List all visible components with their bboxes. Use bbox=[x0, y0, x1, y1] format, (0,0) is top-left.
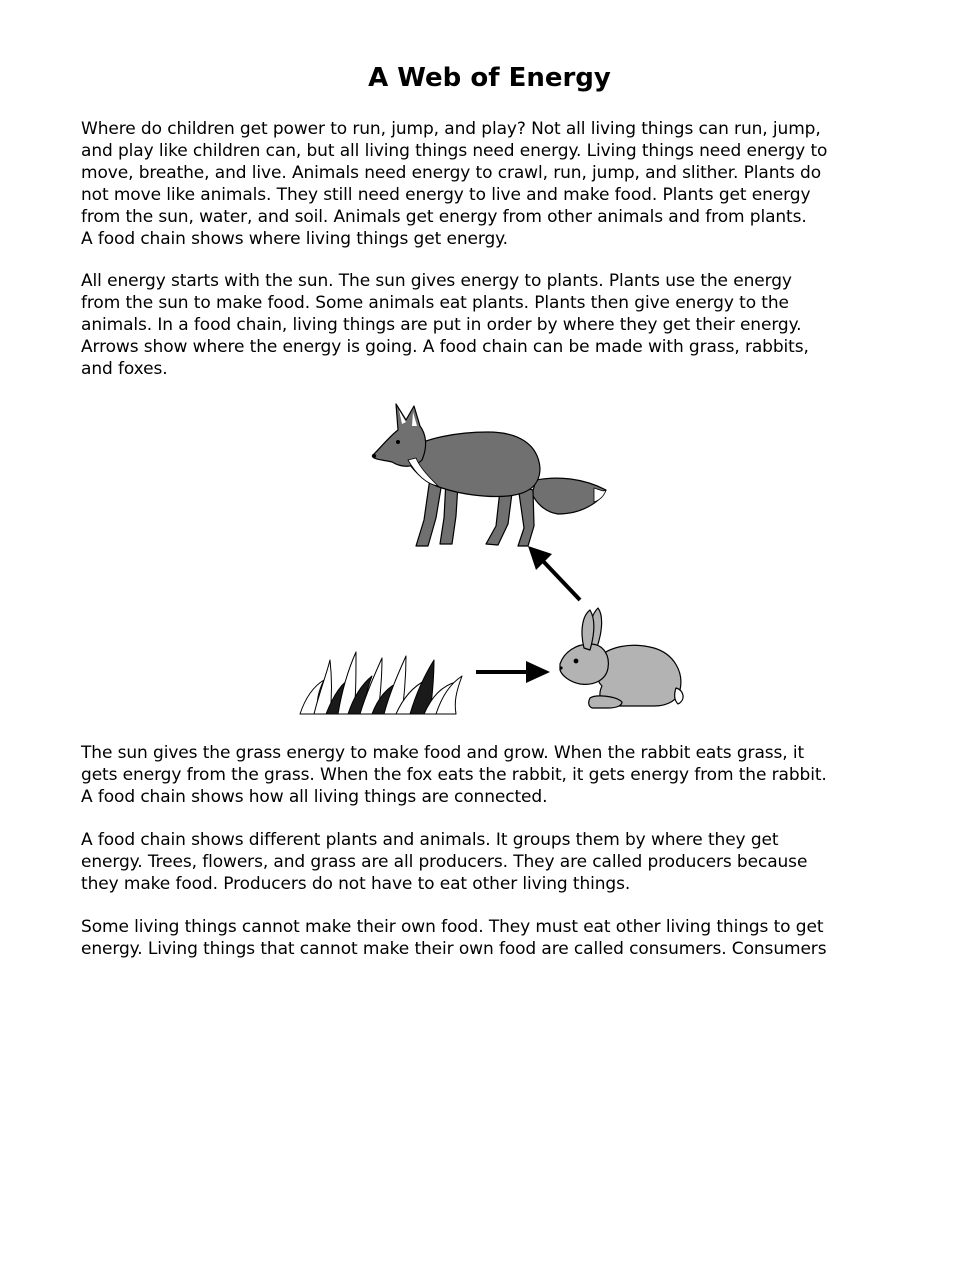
rabbit-image bbox=[556, 606, 686, 712]
food-chain-figure bbox=[290, 396, 690, 721]
text-line: gets energy from the grass. When the fox eats the rabbit, it gets energy from the rabbit. bbox=[81, 765, 827, 785]
paragraph-1 bbox=[81, 118, 911, 250]
arrow-grass-to-rabbit bbox=[474, 660, 554, 684]
paragraph-4 bbox=[81, 829, 911, 895]
grass-image bbox=[296, 640, 468, 720]
text-line: energy. Living things that cannot make their own food are called consumers. Consumers bbox=[81, 939, 827, 959]
paragraph-5 bbox=[81, 916, 911, 960]
text-line: All energy starts with the sun. The sun gives energy to plants. Plants use the energy bbox=[81, 271, 792, 291]
text-line: from the sun to make food. Some animals eat plants. Plants then give energy to the bbox=[81, 293, 789, 313]
text-line: animals. In a food chain, living things are put in order by where they get their energy. bbox=[81, 315, 802, 335]
fox-image bbox=[368, 398, 613, 553]
text-line: A food chain shows how all living things are connected. bbox=[81, 787, 548, 807]
text-line: Some living things cannot make their own food. They must eat other living things to get bbox=[81, 917, 824, 937]
fox-body bbox=[374, 404, 606, 546]
text-line: and foxes. bbox=[81, 359, 168, 379]
text-line: Where do children get power to run, jump, and play? Not all living things can run, jump, bbox=[81, 119, 821, 139]
text-line: move, breathe, and live. Animals need energy to crawl, run, jump, and slither. Plants do bbox=[81, 163, 822, 183]
text-line: not move like animals. They still need energy to live and make food. Plants get energy bbox=[81, 185, 811, 205]
paragraph-2 bbox=[81, 270, 911, 380]
text-line: energy. Trees, flowers, and grass are all producers. They are called producers because bbox=[81, 852, 808, 872]
text-line: A food chain shows where living things get energy. bbox=[81, 229, 508, 249]
page-title: A Web of Energy bbox=[368, 63, 611, 93]
paragraph-3 bbox=[81, 742, 911, 808]
arrow-rabbit-to-fox bbox=[526, 544, 586, 604]
text-line: A food chain shows different plants and animals. It groups them by where they get bbox=[81, 830, 779, 850]
text-line: and play like children can, but all living things need energy. Living things need energy to bbox=[81, 141, 828, 161]
text-line: they make food. Producers do not have to eat other living things. bbox=[81, 874, 631, 894]
text-line: Arrows show where the energy is going. A food chain can be made with grass, rabbits, bbox=[81, 337, 809, 357]
text-line: from the sun, water, and soil. Animals get energy from other animals and from plants. bbox=[81, 207, 807, 227]
text-line: The sun gives the grass energy to make food and grow. When the rabbit eats grass, it bbox=[81, 743, 805, 763]
